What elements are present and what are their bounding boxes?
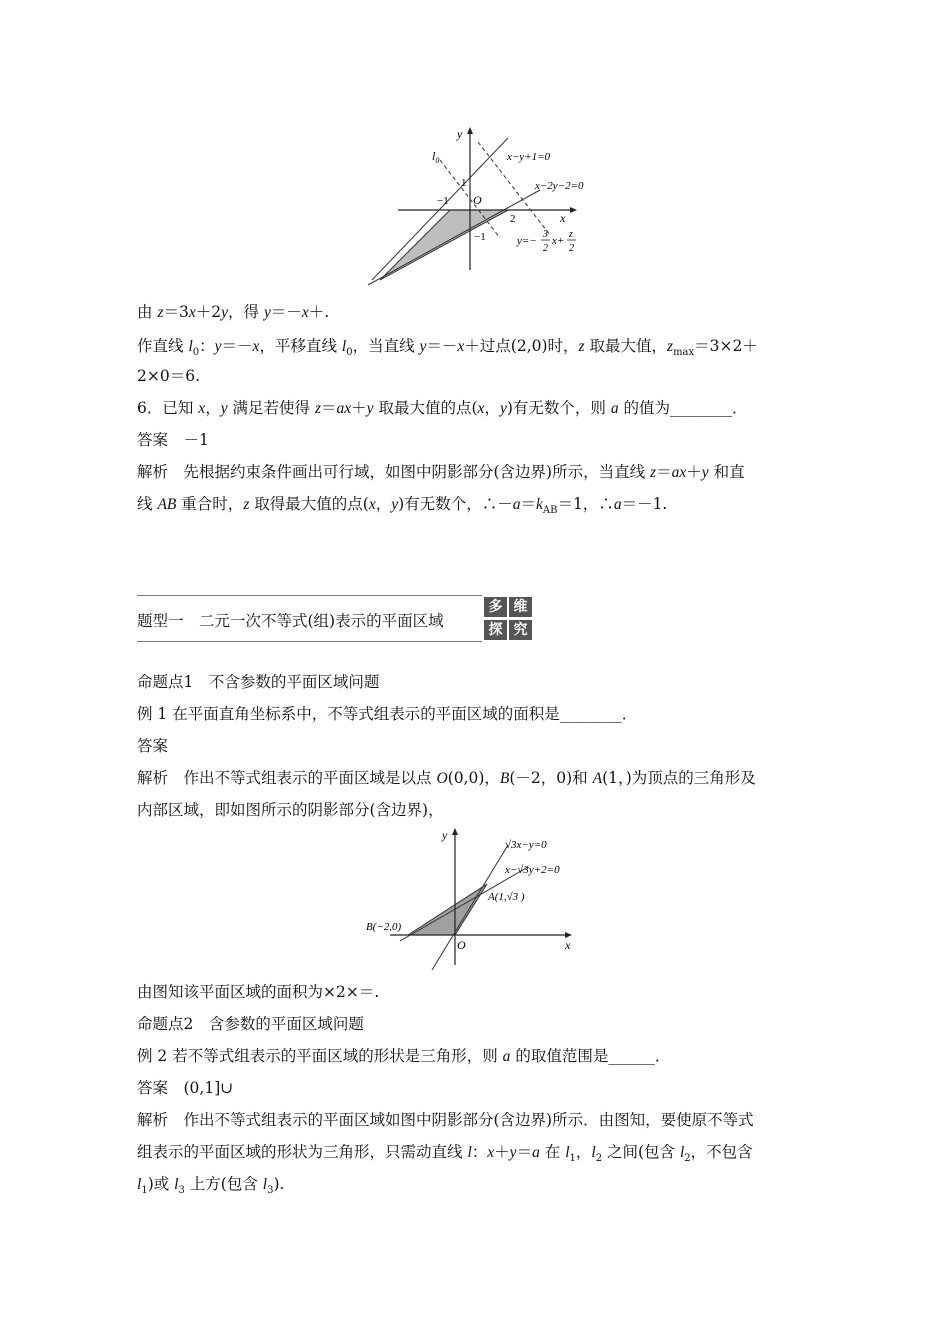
analysis-6-line2: 线 AB 重合时，z 取得最大值的点(x，y)有无数个，$\therefore-a=k_{AB}=1$，∴a＝－1.: [137, 495, 668, 517]
badge-3: 探: [484, 620, 507, 640]
tick-1: 1: [461, 177, 467, 189]
section-banner: [137, 595, 534, 643]
line-x-y+1: [372, 138, 508, 280]
answer-6: 答案 －1: [137, 431, 209, 449]
svg-text:y=−: y=−: [517, 235, 537, 247]
x-axis-label: x: [565, 938, 571, 952]
topic-point-2: 命题点2 含参数的平面区域问题: [137, 1015, 364, 1033]
line2-label: x−2y−2=0: [535, 180, 584, 192]
l0-label: $l_0$: [432, 149, 440, 165]
line-x-sqrt3y+2: [400, 867, 528, 941]
point-b-label: B(−2,0): [366, 921, 402, 933]
x-axis-arrow: [570, 207, 577, 213]
example-2: 例 2 若不等式组表示的平面区域的形状是三角形，则 a 的取值范围是______．: [137, 1047, 671, 1065]
svg-text:x+: x+: [552, 235, 565, 247]
section-title: 题型一 二元一次不等式(组)表示的平面区域: [137, 612, 444, 630]
topic-point-1: 命题点1 不含参数的平面区域问题: [137, 673, 380, 691]
line-sqrt3x-y: [432, 845, 508, 970]
answer-2: 答案 (0,1]∪: [137, 1079, 234, 1097]
y-axis-label: y: [442, 828, 448, 842]
analysis-2-line2: 组表示的平面区域的形状为三角形，只需动直线 l：x＋y＝a 在 $l_1$，$l_2$ 之间(包含 $l_2$，不包含: [137, 1143, 753, 1165]
origin-label: O: [473, 193, 482, 207]
line1-label: x−y+1=0: [507, 151, 551, 163]
analysis-2-line3: $l_1$)或 $l_3$ 上方(包含 $l_3$).: [137, 1175, 285, 1197]
svg-text:z: z: [569, 229, 573, 240]
question-6: 6．已知 x，y 满足若使得 z＝ax＋y 取最大值的点(x，y)有无数个，则 a 的值为________．: [137, 399, 748, 417]
line2-label: x−√3y+2=0: [505, 864, 560, 876]
para-b2: 2×0＝6.: [137, 367, 200, 385]
line3-label: [516, 229, 576, 254]
y-axis-label: y: [457, 127, 463, 141]
analysis-2-line1: 解析 作出不等式组表示的平面区域如图中阴影部分(含边界)所示．由图知，要使原不等式: [137, 1111, 754, 1129]
shaded-triangle: [408, 884, 487, 935]
figure-1-feasible-region: [360, 120, 600, 295]
badge-4: 究: [509, 620, 532, 640]
example-1: 例 1 在平面直角坐标系中，不等式组表示的平面区域的面积是________．: [137, 705, 638, 723]
analysis-1-line1: 解析 作出不等式组表示的平面区域是以点 O(0,0)，B(－2，0)和 A(1，)为顶点的三角形及: [137, 769, 756, 787]
shaded-region: [380, 210, 508, 280]
area-result: 由图知该平面区域的面积为×2×＝.: [137, 983, 380, 1001]
badge-2: 维: [509, 597, 532, 617]
analysis-6-line1: 解析 先根据约束条件画出可行域，如图中阴影部分(含边界)所示，当直线 z＝ax＋y 和直: [137, 463, 745, 481]
tick-neg1-x: −1: [437, 195, 449, 207]
tick-neg1-y: −1: [474, 231, 486, 243]
analysis-1-line2: 内部区域，即如图所示的阴影部分(含边界)，: [137, 801, 444, 819]
para-b: 作直线 $l_0$：y＝－x，平移直线 $l_0$，当直线 y＝－x＋过点(2,0)时，z 取最大值，$z_{max}=3\times 2+$: [137, 337, 758, 359]
line1-label: √3x−y=0: [505, 839, 547, 851]
svg-text:2: 2: [543, 243, 548, 254]
x-axis-label: x: [560, 211, 566, 225]
answer-1: 答案: [137, 737, 169, 755]
badge-1: 多: [484, 597, 507, 617]
origin-label: O: [457, 938, 466, 952]
y-axis-arrow: [452, 828, 458, 835]
para-a: 由 z＝3x＋2y，得 y＝－x＋.: [137, 303, 330, 321]
line-x-2y-2: [368, 190, 540, 285]
point-a-label: A(1,√3 ): [488, 891, 525, 903]
svg-text:3: 3: [543, 229, 548, 240]
svg-text:2: 2: [569, 243, 574, 254]
y-axis-arrow: [467, 127, 473, 134]
tick-2: 2: [510, 213, 516, 225]
figure-2-triangle-region: [360, 825, 590, 970]
